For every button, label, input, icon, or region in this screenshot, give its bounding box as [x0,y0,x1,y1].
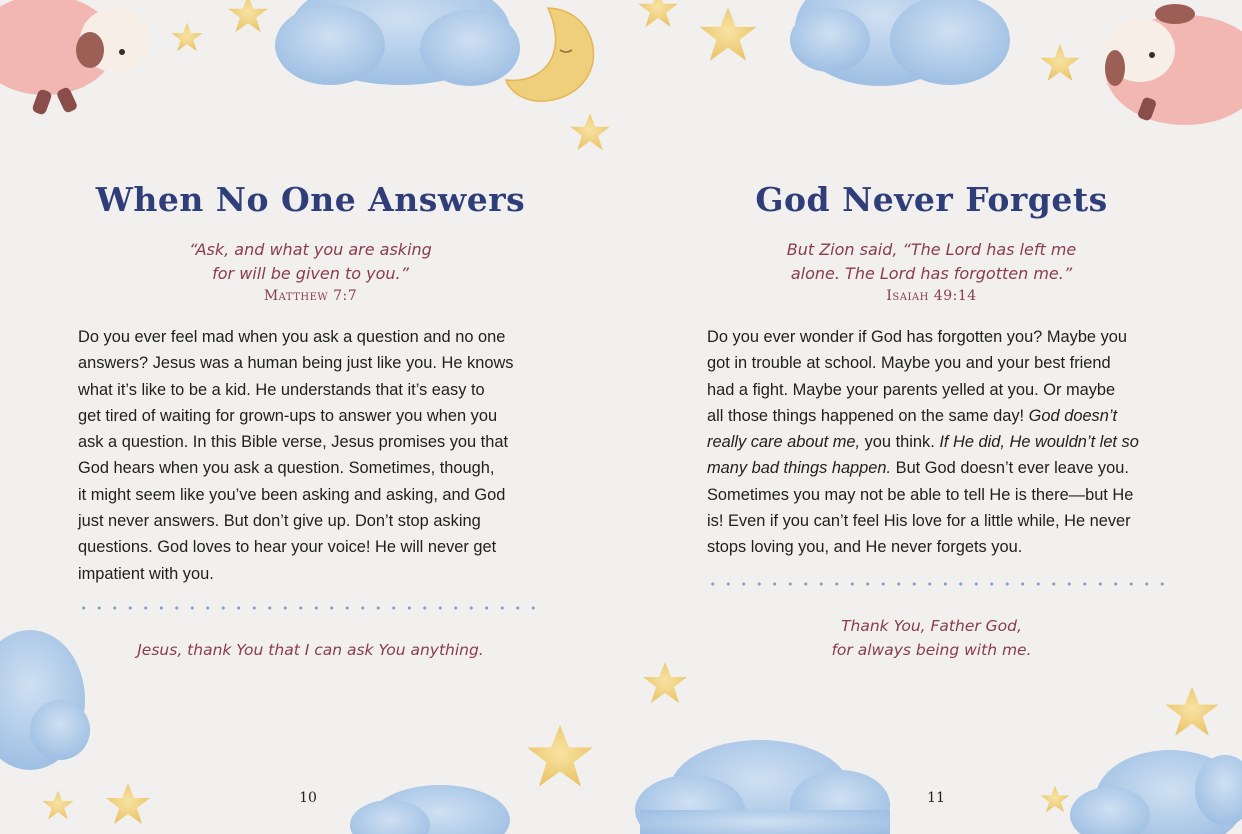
verse-line: But Zion said, “The Lord has left me [786,240,1077,259]
body-line: just never answers. But don’t give up. Don’t stop asking [78,512,481,531]
body-line: ask a question. In this Bible verse, Jesus promises you that [78,433,509,452]
prayer-line: Jesus, thank You that I can ask You anything. [137,641,484,659]
right-page [621,0,1242,834]
body-line: get tired of waiting for grown-ups to answer you when you [78,406,498,425]
page-number: 11 [927,790,945,806]
body-line: had a fight. Maybe your parents yelled at you. Or maybe [707,380,1116,399]
body-line: got in trouble at school. Maybe you and your best friend [707,354,1111,373]
page-number: 10 [299,790,317,806]
body-line: stops loving you, and He never forgets you. [707,538,1023,557]
devotional-body [78,324,548,587]
body-text: all those things happened on the same day! [707,406,1029,425]
body-line: God hears when you ask a question. Sometimes, though, [78,459,495,478]
verse-line: for will be given to you.” [212,264,409,283]
body-line: Sometimes you may not be able to tell He is there—but He [707,485,1134,504]
body-line: it might seem like you’ve been asking and asking, and God [78,485,506,504]
body-line: Do you ever feel mad when you ask a question and no one [78,328,506,346]
prayer-line: for always being with me. [831,641,1032,659]
body-line: is! Even if you can’t feel His love for a little while, He never [707,512,1131,531]
body-text: you think. [860,433,940,452]
body-line [707,429,1177,455]
body-line: answers? Jesus was a human being just like you. He knows [78,354,514,373]
dotted-divider [705,582,1169,586]
body-line: questions. God loves to hear your voice! He will never get [78,538,497,557]
prayer [621,614,1242,662]
scripture-verse [0,238,621,286]
page-title: God Never Forgets [755,180,1108,219]
body-line: what it’s like to be a kid. He understands that it’s easy to [78,380,485,399]
body-italic-text: If He did, He wouldn’t let so [939,433,1139,452]
body-text: But God doesn’t ever leave you. [891,459,1129,478]
verse-line: “Ask, and what you are asking [189,240,432,259]
scripture-verse [621,238,1242,286]
dotted-divider [76,606,540,610]
prayer [0,638,621,662]
verse-reference: Isaiah 49:14 [886,288,977,304]
body-italic-text: really care about me, [707,433,861,452]
page-title: When No One Answers [95,180,526,219]
verse-line: alone. The Lord has forgotten me.” [790,264,1073,283]
prayer-line: Thank You, Father God, [841,617,1022,635]
devotional-body [707,324,1177,561]
body-italic-text: God doesn’t [1028,406,1118,425]
body-italic-text: many bad things happen. [707,459,892,478]
body-line: Do you ever wonder if God has forgotten you? Maybe you [707,328,1128,346]
body-line: impatient with you. [78,564,214,583]
verse-reference: Matthew 7:7 [263,288,358,304]
body-line [707,455,1177,481]
body-line [707,403,1177,429]
